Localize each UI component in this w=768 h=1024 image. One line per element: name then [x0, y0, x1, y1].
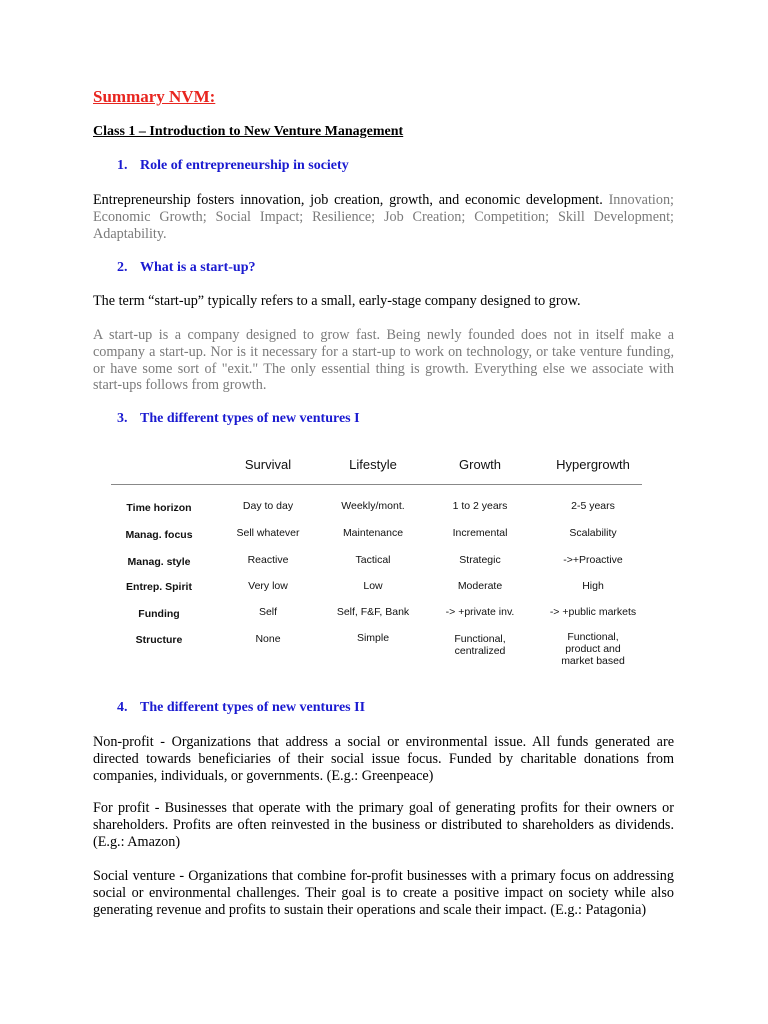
table-cell: Simple: [356, 632, 390, 644]
column-header-hypergrowth: Hypergrowth: [556, 457, 630, 472]
section-heading-2: [117, 260, 256, 276]
table-cell: High: [582, 580, 604, 592]
table-cell: Tactical: [355, 554, 391, 566]
table-cell: -> +public markets: [549, 606, 637, 618]
paragraph-social-venture: Social venture - Organizations that combine for-profit businesses with a primary focus on addressing social or environmental challenges. Their goal is to create a positive impact on society while also generating revenue and profits to sustain their operations and scale their impact. (E.g.: Patagonia): [93, 868, 674, 918]
table-cell: Strategic: [459, 554, 501, 566]
row-label: Funding: [138, 608, 180, 620]
table-cell: 1 to 2 years: [452, 500, 508, 512]
table-cell: None: [255, 633, 281, 645]
section-heading-4: [117, 700, 365, 716]
paragraph-text: Entrepreneurship fosters innovation, job creation, growth, and economic development.: [93, 192, 603, 208]
table-cell: Sell whatever: [236, 527, 300, 539]
paragraph-startup-definition: A start-up is a company designed to grow fast. Being newly founded does not in itself make a company a start-up. Nor is it necessary for a start-up to work on technology, or take venture funding, or have some sort of "exit." The only essential thing is growth. Everything else we associate with start-ups follows from growth.: [93, 327, 674, 394]
table-cell: Self: [258, 606, 278, 618]
paragraph-startup-term: The term “start-up” typically refers to a small, early-stage company designed to grow.: [93, 293, 581, 309]
row-label: Manag. focus: [125, 529, 193, 541]
table-cell: Day to day: [242, 500, 294, 512]
section-title: The different types of new ventures I: [140, 411, 360, 426]
table-cell: Very low: [248, 580, 288, 592]
column-header-lifestyle: Lifestyle: [349, 457, 397, 472]
paragraph-for-profit: For profit - Businesses that operate with the primary goal of generating profits for their owners or shareholders. Profits are often reinvested in the business or distributed to shareholders as dividends. (E.g.: Amazon): [93, 800, 674, 850]
header-divider: [111, 484, 642, 485]
table-cell: Scalability: [569, 527, 617, 539]
paragraph-non-profit: Non-profit - Organizations that address a social or environmental issue. All funds generated are directed towards beneficiaries of their social issue focus. Funded by charitable donations from companies, individuals, or governments. (E.g.: Greenpeace): [93, 734, 674, 784]
section-title: What is a start-up?: [140, 260, 256, 275]
table-cell: Maintenance: [342, 527, 404, 539]
paragraph-entrepreneurship: [93, 192, 674, 242]
table-cell: Incremental: [452, 527, 508, 539]
table-cell: Moderate: [457, 580, 503, 592]
paragraph-keywords: Innovation; Economic Growth; Social Impact; Resilience; Job Creation; Competition; Skill Development; Adaptability.: [93, 192, 674, 242]
section-heading-1: [117, 158, 349, 174]
class-heading: Class 1 – Introduction to New Venture Management: [93, 124, 404, 139]
venture-types-table: [111, 445, 652, 682]
table-cell: Low: [363, 580, 383, 592]
section-title: The different types of new ventures II: [140, 700, 366, 715]
section-number: 3.: [117, 411, 128, 426]
table-cell: Weekly/mont.: [341, 500, 405, 512]
table-cell: Functional, centralized: [454, 633, 506, 657]
table-cell: Reactive: [247, 554, 289, 566]
row-label: Structure: [135, 634, 183, 646]
section-number: 2.: [117, 260, 128, 275]
table-cell: -> +private inv.: [445, 606, 515, 618]
table-cell: ->+Proactive: [563, 554, 623, 566]
column-header-growth: Growth: [459, 457, 501, 472]
table-cell: Self, F&F, Bank: [336, 606, 410, 618]
table-cell: Functional, product and market based: [561, 631, 625, 667]
document-title: Summary NVM:: [93, 87, 216, 106]
row-label: Entrep. Spirit: [126, 581, 192, 593]
column-header-survival: Survival: [244, 457, 292, 472]
section-number: 4.: [117, 700, 128, 715]
table-cell: 2-5 years: [571, 500, 615, 512]
section-title: Role of entrepreneurship in society: [140, 158, 349, 173]
row-label: Manag. style: [127, 556, 191, 568]
section-heading-3: [117, 411, 360, 427]
row-label: Time horizon: [126, 502, 192, 514]
section-number: 1.: [117, 158, 128, 173]
